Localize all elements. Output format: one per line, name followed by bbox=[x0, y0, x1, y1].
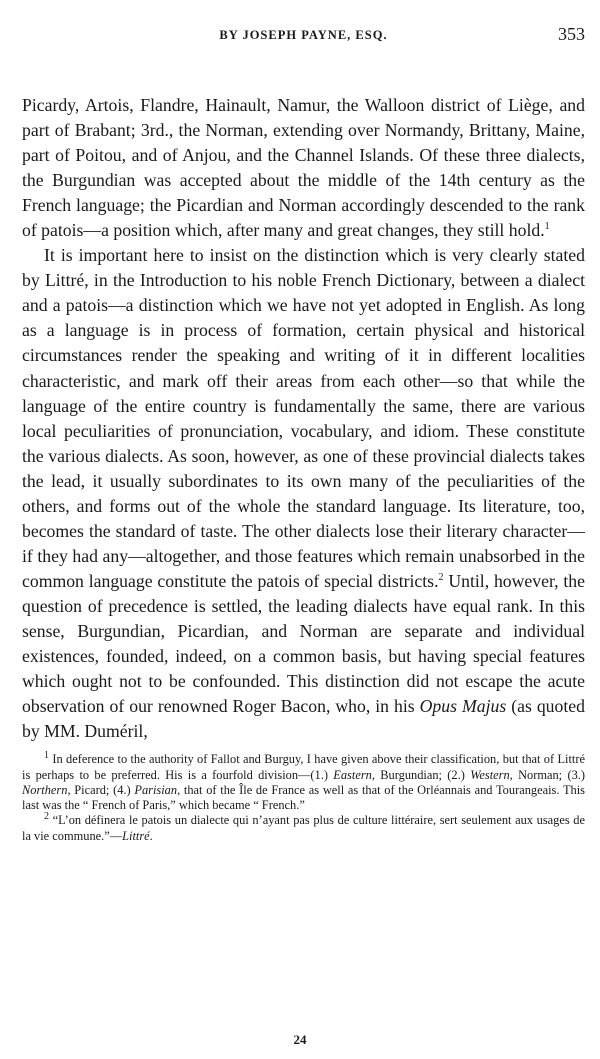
work-title: Opus Majus bbox=[419, 696, 507, 717]
footnote-1-western: Western bbox=[470, 767, 510, 782]
footnote-2-text-b: . bbox=[149, 828, 153, 843]
footnote-2-source: Littré bbox=[122, 828, 150, 843]
footnote-1-text-d: , Picard; (4.) bbox=[67, 782, 135, 797]
footnote-2-text-a: “L’on définera le patois un dialecte qui n’ayant pas plus de culture littéraire, sert seulement aux usages de la vie commune.”— bbox=[22, 813, 585, 843]
paragraph-1 bbox=[22, 93, 585, 243]
footnote-1-text-b: , Burgundian; (2.) bbox=[371, 767, 471, 782]
footnote-1-parisian: Parisian bbox=[134, 782, 178, 797]
footnote-1-text-e: , that of the Île de France as well as that of the Orléannais and Tourangeais. This last was the “ French of Paris,” which became “ French.” bbox=[22, 782, 585, 813]
paragraph-2-text-b: Until, however, the question of precedence is settled, the leading dialects have equal rank. In this sense, Burgundian, Picardian, and Norman are separate and individual existences, founded, indeed, on a common basis, but having special features which ought not to be confounded. This distinction did not escape the acute observation of our renowned Roger Bacon, who, in his bbox=[22, 570, 586, 717]
footnote-1-text-a: In deference to the authority of Fallot and Burguy, I have given above their classification, but that of Littré is perhaps to be preferred. His is a fourfold division—(1.) bbox=[22, 752, 585, 782]
footnote-1-eastern: Eastern bbox=[333, 767, 372, 782]
paragraph-2 bbox=[22, 243, 585, 744]
paragraph-1-text: Picardy, Artois, Flandre, Hainault, Namur, the Walloon district of Liège, and part of Brabant; 3rd., the Norman, extending over Normandy, Brittany, Maine, part of Poitou, and of Anjou, and the Channel Islands. Of these three dialects, the Burgundian was accepted about the middle of the 14th century as the French language; the Picardian and Norman accordingly descended to the rank of patois—a position which, after many and great changes, they still hold. bbox=[22, 95, 585, 241]
page-header bbox=[22, 22, 585, 62]
footnote-1 bbox=[22, 752, 585, 813]
paragraph-2-text-a: It is important here to insist on the distinction which is very clearly stated by Littré, in the Introduction to his noble French Dictionary, between a dialect and a patois—a distinction which we have not yet adopted in English. As long as a language is in process of formation, certain physical and historical circumstances render the speaking and writing of it in different localities characteristic, and mark off their areas from each other—so that while the language of the entire country is fundamentally the same, there are various local peculiarities of pronunciation, vocabulary, and idiom. These constitute the various dialects. As soon, however, as one of these provincial dialects takes the lead, it usually subordinates to its own many of the peculiarities of the others, and forms out of the whole the standard language. Its literature, too, becomes the standard of taste. The other dialects lose their literary character—if they had any—altogether, and those features which remain unabsorbed in the common language constitute the patois of special districts. bbox=[22, 245, 585, 591]
running-head: BY JOSEPH PAYNE, ESQ. bbox=[219, 28, 388, 42]
footnote-1-text-c: , Norman; (3.) bbox=[509, 767, 585, 782]
footnote-2 bbox=[22, 813, 585, 844]
footnote-ref-2: 2 bbox=[438, 572, 444, 583]
paragraph-2-text-c: (as quoted by MM. Duméril, bbox=[22, 696, 585, 742]
footnote-2-mark: 2 bbox=[44, 811, 49, 823]
body-text bbox=[22, 93, 585, 744]
page-number: 353 bbox=[558, 24, 585, 44]
footnote-1-northern: Northern bbox=[22, 782, 68, 797]
book-page bbox=[22, 22, 585, 844]
footnote-1-mark: 1 bbox=[44, 750, 49, 762]
signature-mark: 24 bbox=[293, 1032, 307, 1047]
footnote-ref-1: 1 bbox=[544, 221, 550, 233]
footnotes bbox=[22, 752, 585, 844]
